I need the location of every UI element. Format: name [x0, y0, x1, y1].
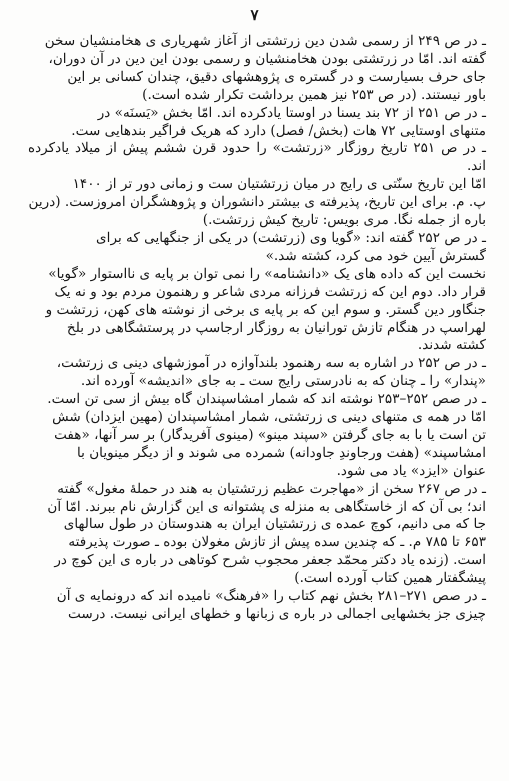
paragraph-zoroaster-date: ـ در ص ۲۵۱ تاریخ روزگار «زرتشت» را حدود قرن ششم پیش از میلاد یادکرده اند. امّا این تاریخ سنّتی ی رایج در میان زرتشتیان ست و زمانی دور تر از ۱۴۰۰ پ. م. برای این تاریخ، پذیرفته ی بیشتر دانشوران و پژوهشگران امروزست. (درین باره از جمله نگا. مری بویس: تاریخ کیش زرتشت.)	[28, 140, 487, 229]
paragraph-rebuttal: نخست این که داده های یک «دانشنامه» را نمی توان بر پایه ی نااستوار «گویا» قرار داد. دوم این که زرتشت فرزانه مردی شاعر و رهنمون مردم بود و نه یک جنگاور دین گستر. و سوم این که بر پایه ی برخی از نوشته های کهن، زرتشت و لهراسپ در هنگام تازش تورانیان به روزگار ارجاسپ در پرستشگاهی در بلخ کشته شدند.	[45, 265, 486, 354]
page-number: ۷	[250, 6, 259, 24]
paragraph-yasna: ـ در ص ۲۵۱ از ۷۲ بند یسنا در اوستا یادکرده اند. امّا بخش «یَسنَه» در متنهای اوستایی ۷۲ هات (بخش/ فصل) دارد که هریک فراگیر بندهایی ست.	[71, 104, 486, 139]
paragraph-migration: ـ در ص ۲۶۷ سخن از «مهاجرت عظیم زرتشتیان به هند در حملهٔ مغول» گفته اند؛ بی آن که از خاستگاهی به منزله ی پشتوانه ی این گزارش نام ببرند. امّا آن جا که می دانیم، کوچ عمده ی زرتشتیان ایران به هندوستان در طول سالهای ۶۵۳ تا ۷۸۵ م. ـ که چندین سده پیش از تازش مغولان بوده ـ صورت پذیرفته است. (زنده یاد دکتر محمّد جعفر محجوب شرح کوتاهی در باره ی این کوچ در پیشگفتار همین کتاب آورده است.)	[47, 480, 486, 587]
paragraph-three-precepts: ـ در ص ۲۵۲ در اشاره به سه رهنمود بلندآوازه در آموزشهای دینی ی زرتشت، «پندار» را ـ چنان که به نادرستی رایج ست ـ به جای «اندیشه» آورده اند.	[56, 355, 486, 390]
paragraph-zoroaster-death: ـ در ص ۲۵۲ گفته اند: «گویا وی (زرتشت) در یکی از جنگهایی که برای گسترش آیین خود می کرد، کشته شد.»	[96, 229, 486, 264]
body-text	[28, 33, 486, 624]
paragraph-achaemenid: ـ در ص ۲۴۹ از رسمی شدن دین زرتشتی از آغاز شهریاری ی هخامنشیان سخن گفته اند. امّا در زرتشتی بودن هخامنشیان و رسمی بودن این دین در آن دوران، جای حرف بسیارست و در گستره ی پژوهشهای دقیق، چندان کسانی بر این باور نیستند. (در ص ۲۵۳ نیز همین برداشت تکرار شده است.)	[44, 33, 486, 103]
paragraph-farhang: ـ در صص ۲۷۱–۲۸۱ بخش نهم کتاب را «فرهنگ» نامیده اند که درونمایه ی آن چیزی جز بخشهایی اجمالی در باره ی زبانها و خطهای ایرانی نیست. درست	[56, 588, 486, 622]
paragraph-amesha-spentas: ـ در صص ۲۵۲–۲۵۳ نوشته اند که شمار امشاسپندان گاه بیش از سی تن است. امّا در همه ی متنهای دینی ی زرتشتی، شمار امشاسپندان (مهین ایزدان) شش تن است یا با به جای گرفتن «سپند مینو» (مینوی آفریدگار) بر سر آنها، «هفت امشاسپند» (هفت ورجاوندِ جاودانه) شمرده می شوند و از دیگر مینویان با عنوان «ایزد» یاد می شود.	[47, 391, 486, 479]
